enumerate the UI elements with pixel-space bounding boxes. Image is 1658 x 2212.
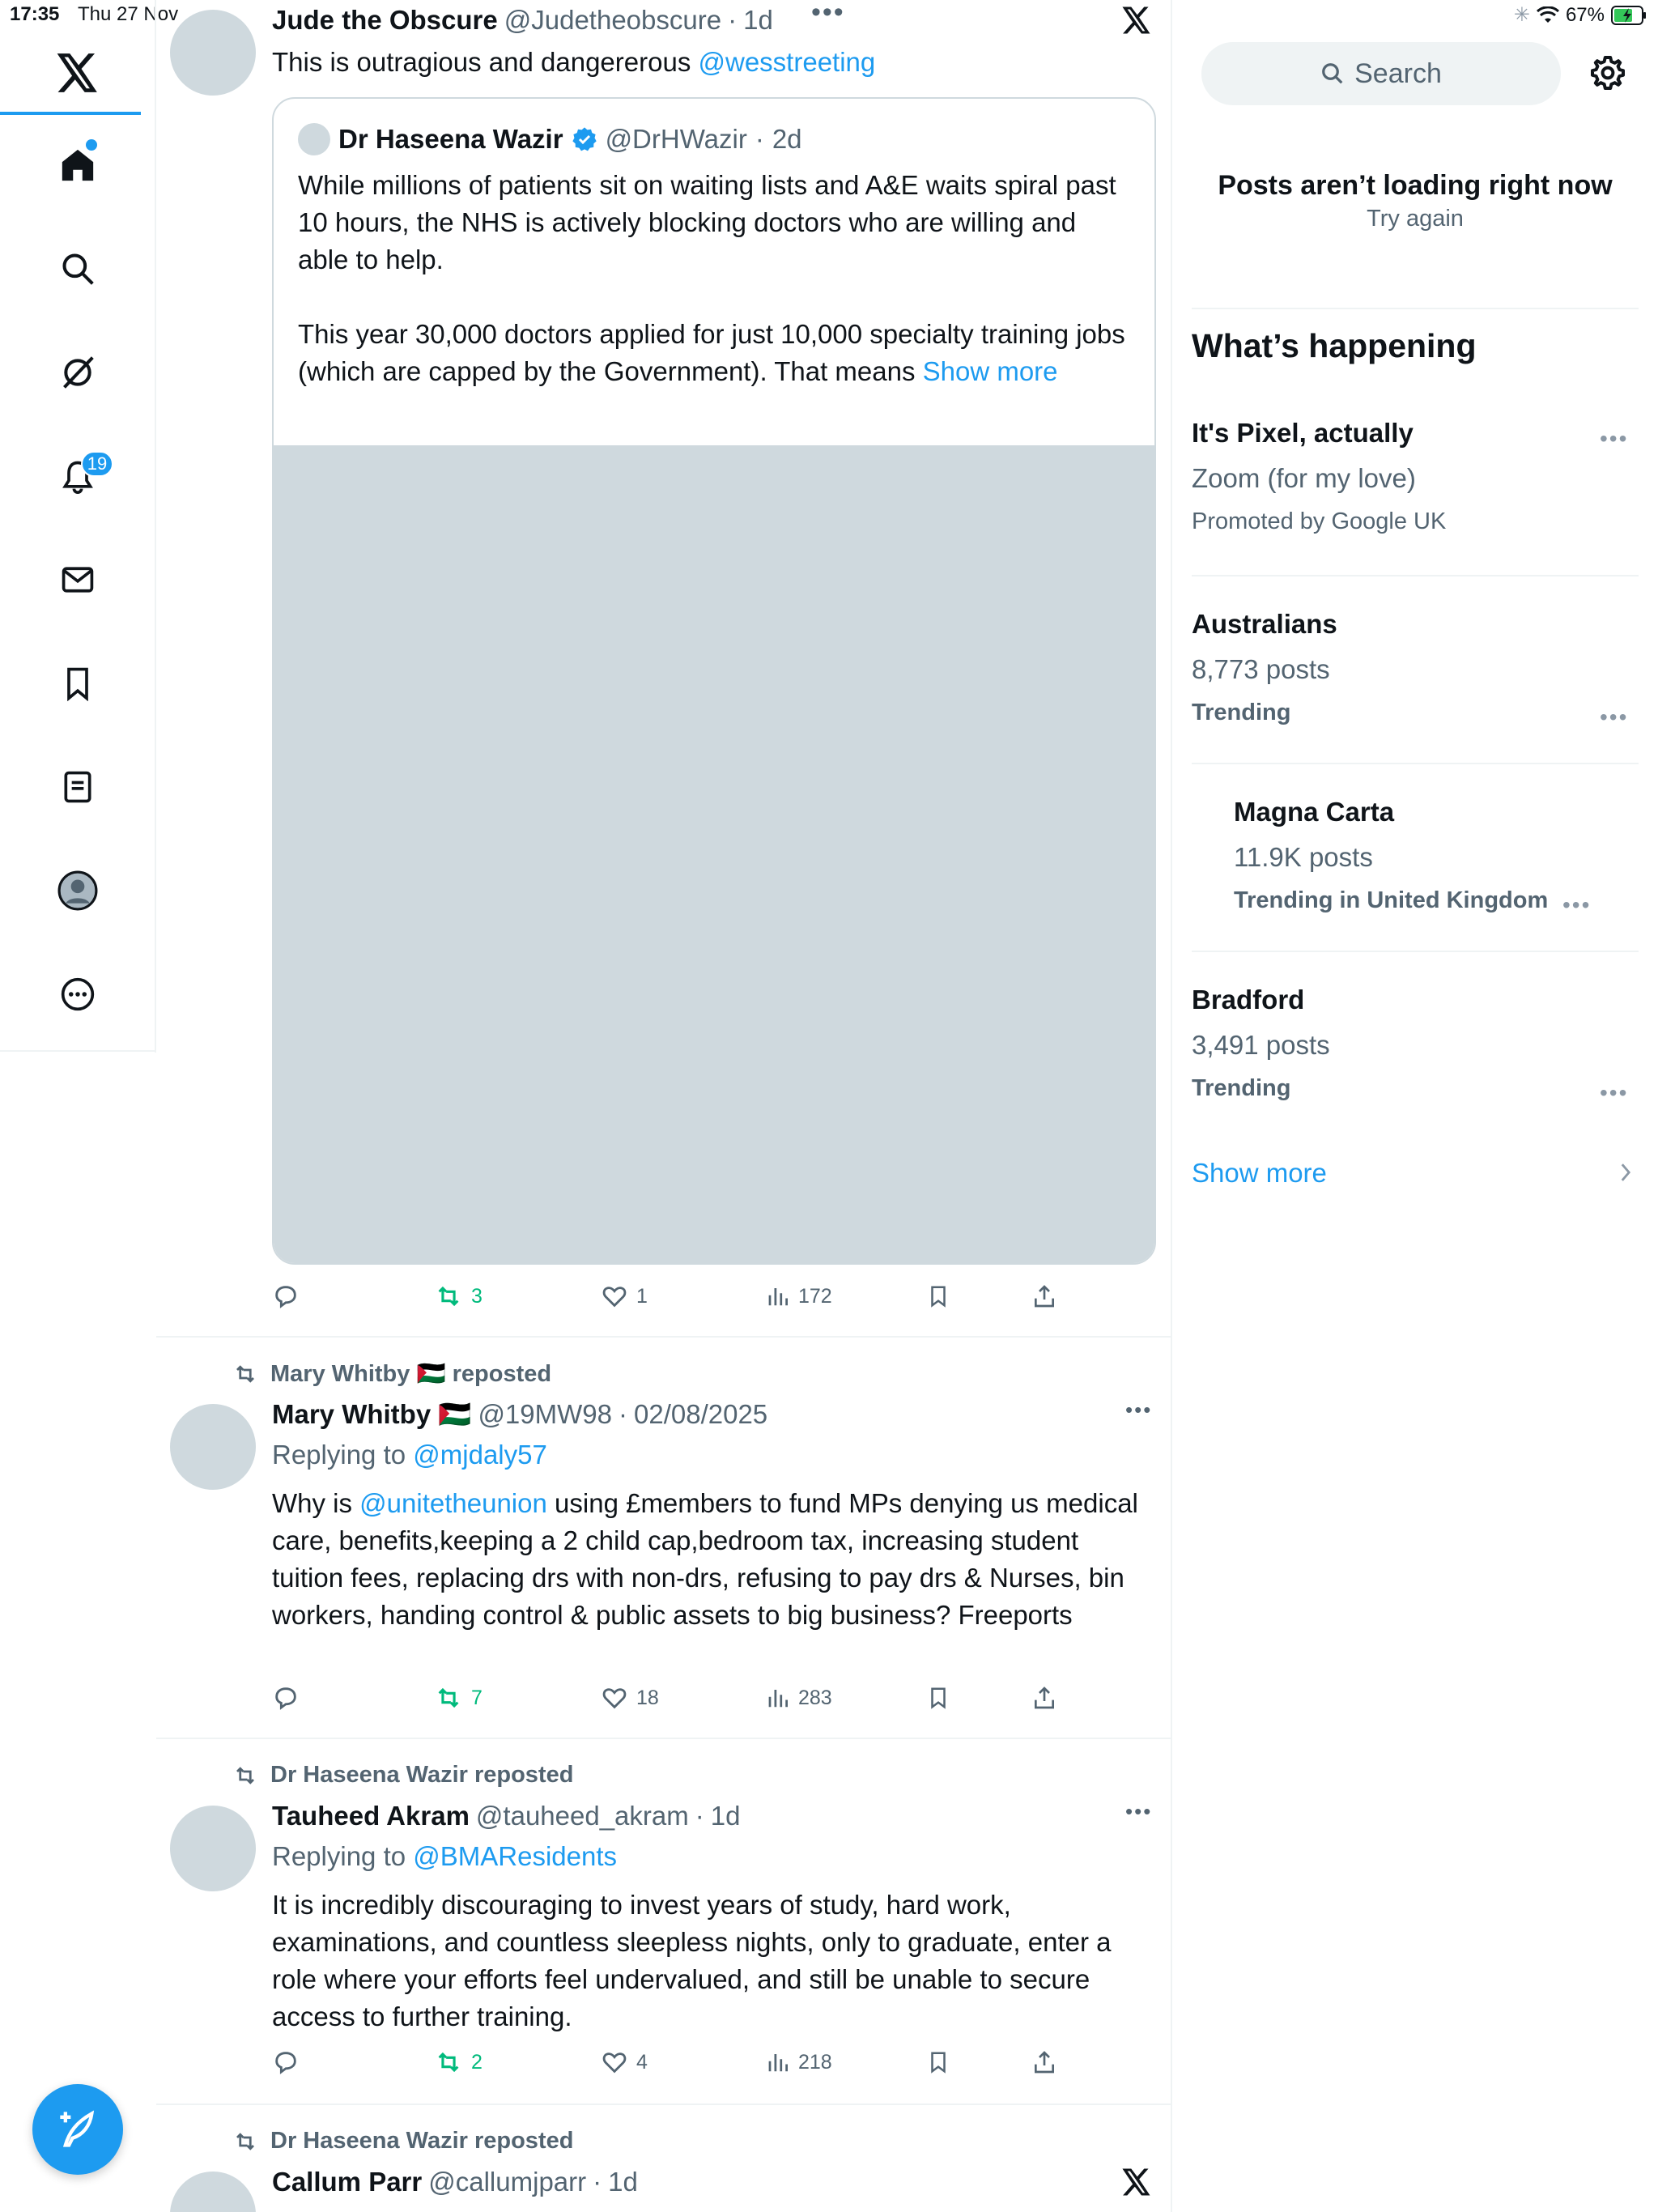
settings-gear-icon[interactable] [1588, 53, 1627, 92]
more-options-icon[interactable]: ••• [811, 0, 845, 28]
tweet-text: Why is @unitetheunion using £members to fund MPs denying us medical care, benefits,keeping a 2 child cap,bedroom tax, increasing student tuition fees, replacing drs with non-drs, refusing to pay drs & Nurses, bin workers, handing control & public assets to big business? Freeports [272, 1488, 1138, 1630]
avatar[interactable] [170, 10, 256, 96]
views-button[interactable] [766, 1283, 832, 1310]
post-time[interactable]: 1d [743, 5, 773, 35]
mention-link[interactable]: @unitetheunion [359, 1488, 547, 1518]
views-button[interactable] [766, 1684, 832, 1712]
views-count: 218 [798, 2050, 832, 2074]
avatar[interactable] [170, 1404, 256, 1490]
nav-divider [0, 1050, 156, 1052]
trend-item[interactable] [1192, 418, 1639, 535]
messages-icon[interactable] [52, 554, 104, 606]
views-icon [766, 2048, 790, 2076]
repost-count: 3 [471, 1284, 483, 1308]
x-logo-icon [1122, 6, 1151, 34]
trend-title: Magna Carta [1234, 797, 1395, 827]
share-icon [1031, 1283, 1057, 1310]
share-button[interactable] [1031, 1283, 1057, 1310]
quoted-post[interactable] [272, 97, 1156, 1265]
trend-title: Australians [1192, 609, 1337, 639]
feed-right-border [1171, 0, 1172, 2212]
quote-avatar [298, 123, 330, 155]
trend-meta: Trending in United Kingdom [1234, 887, 1549, 913]
trend-count: 3,491 posts [1192, 1030, 1330, 1060]
like-button[interactable] [601, 1283, 648, 1310]
heart-icon [601, 2048, 628, 2076]
repost-count: 2 [471, 2050, 483, 2074]
author-handle[interactable]: @callumjparr [428, 2167, 587, 2197]
bookmarks-icon[interactable] [52, 657, 104, 709]
share-icon [1031, 1684, 1057, 1712]
tweet-actions [272, 1283, 1065, 1315]
compose-post-button[interactable] [32, 2084, 123, 2175]
more-options-icon[interactable]: ••• [1125, 1397, 1153, 1422]
tweet-header: Jude the Obscure @Judetheobscure · 1d [272, 5, 773, 35]
repost-icon [434, 1684, 463, 1712]
tweet-actions [272, 2048, 1065, 2081]
replying-to: Replying to @mjdaly57 [272, 1440, 547, 1470]
battery-percent: 67% [1565, 3, 1605, 26]
section-divider [1192, 308, 1639, 309]
mention-link[interactable]: @wesstreeting [698, 47, 876, 77]
lists-icon[interactable] [52, 761, 104, 813]
trend-more-icon[interactable]: ••• [1600, 1080, 1629, 1105]
post-time[interactable]: 1d [710, 1801, 741, 1831]
bookmark-icon [926, 1684, 950, 1712]
battery-icon [1611, 6, 1647, 25]
search-placeholder: Search [1354, 57, 1442, 89]
repost-icon [434, 2048, 463, 2076]
bookmark-icon [926, 2048, 950, 2076]
activity-icon: ✳ [1513, 4, 1530, 26]
x-logo-icon[interactable] [52, 47, 104, 99]
like-button[interactable] [601, 2048, 648, 2076]
post-divider [156, 1738, 1171, 1739]
section-divider [1192, 951, 1639, 952]
trend-title: Bradford [1192, 985, 1305, 1015]
repost-icon [232, 1362, 259, 1386]
tweet-text: It is incredibly discouraging to invest years of study, hard work, examinations, and countless sleepless nights, only to graduate, enter a role where your efforts feel undervalued, and still be unable to secure access to further training. [272, 1890, 1112, 2031]
author-name[interactable]: Mary Whitby 🇵🇸 [272, 1399, 472, 1429]
bookmark-button[interactable] [926, 1283, 950, 1310]
author-name[interactable]: Callum Parr [272, 2167, 423, 2197]
search-icon [1320, 62, 1345, 86]
tweet-actions [272, 1684, 1065, 1716]
trend-subtitle: Zoom (for my love) [1192, 463, 1416, 493]
heart-icon [601, 1684, 628, 1712]
share-button[interactable] [1031, 2048, 1057, 2076]
try-again-link[interactable]: Try again [1367, 206, 1464, 232]
author-handle[interactable]: @tauheed_akram [475, 1801, 689, 1831]
home-unread-dot [86, 139, 97, 151]
tweet-header: Tauheed Akram @tauheed_akram · 1d [272, 1801, 741, 1831]
show-more-link[interactable]: Show more [922, 356, 1058, 386]
share-icon [1031, 2048, 1057, 2076]
trend-item[interactable] [1192, 985, 1639, 1102]
post-divider [156, 2104, 1171, 2105]
quote-paragraph-2: This year 30,000 doctors applied for just 10,000 specialty training jobs (which are capped by the Government). That means Show more [298, 319, 1125, 386]
trend-item[interactable] [1192, 609, 1639, 726]
compose-feather-icon [57, 2108, 99, 2150]
trend-count: 11.9K posts [1234, 842, 1373, 872]
reply-target-link[interactable]: @mjdaly57 [413, 1440, 547, 1470]
trend-more-icon[interactable]: ••• [1562, 892, 1592, 917]
bookmark-icon [926, 1283, 950, 1310]
like-button[interactable] [601, 1684, 659, 1712]
reposted-by-text[interactable]: Dr Haseena Wazir reposted [270, 1762, 574, 1788]
repost-icon [232, 2129, 259, 2154]
heart-icon [601, 1283, 628, 1310]
repost-icon [434, 1283, 463, 1310]
reposted-by-line [232, 1360, 551, 1388]
whats-happening-title: What’s happening [1192, 327, 1477, 364]
reposted-by-line [232, 2128, 573, 2155]
more-options-icon[interactable]: ••• [1125, 1799, 1153, 1823]
views-count: 172 [798, 1284, 832, 1308]
quote-media-placeholder[interactable] [274, 445, 1154, 1265]
wifi-icon [1537, 6, 1559, 24]
bookmark-button[interactable] [926, 1684, 950, 1712]
notifications-badge: 19 [81, 451, 113, 477]
section-divider [1192, 763, 1639, 764]
views-icon [766, 1684, 790, 1712]
post-time[interactable]: 1d [608, 2167, 638, 2197]
home-active-indicator [0, 112, 141, 115]
trend-more-icon[interactable]: ••• [1600, 704, 1629, 730]
views-button[interactable] [766, 2048, 832, 2076]
repost-button[interactable] [434, 2048, 483, 2076]
reply-icon [272, 1684, 300, 1712]
chevron-right-icon[interactable] [1618, 1161, 1634, 1184]
profile-icon[interactable] [52, 865, 104, 917]
status-time: 17:35 [10, 3, 60, 25]
replying-to: Replying to @BMAResidents [272, 1841, 618, 1871]
reposted-by-text[interactable]: Mary Whitby 🇵🇸 reposted [270, 1361, 552, 1387]
quote-header: Dr Haseena Wazir @DrHWazir · 2d [298, 123, 802, 155]
reply-icon [272, 2048, 300, 2076]
status-indicators [1514, 3, 1647, 27]
post-time[interactable]: 02/08/2025 [634, 1399, 768, 1429]
repost-count: 7 [471, 1686, 483, 1709]
share-button[interactable] [1031, 1684, 1057, 1712]
quote-time: 2d [772, 124, 802, 154]
x-logo-icon [1122, 2168, 1151, 2196]
reply-icon [272, 1283, 300, 1310]
reply-target-link[interactable]: @BMAResidents [413, 1841, 618, 1871]
post-divider [156, 1336, 1171, 1338]
tweet-text: This is outragious and dangererous @wesstreeting [272, 47, 876, 77]
trend-meta: Promoted by Google UK [1192, 508, 1447, 534]
author-name[interactable]: Jude the Obscure [272, 5, 498, 35]
tweet-header: Callum Parr @callumjparr · 1d [272, 2167, 638, 2197]
repost-button[interactable] [434, 1684, 483, 1712]
trend-meta: Trending [1192, 700, 1291, 725]
trend-meta: Trending [1192, 1075, 1291, 1101]
repost-button[interactable] [434, 1283, 483, 1310]
tweet-header: Mary Whitby 🇵🇸 @19MW98 · 02/08/2025 [272, 1399, 768, 1429]
trend-more-icon[interactable]: ••• [1600, 426, 1629, 451]
more-icon[interactable] [52, 968, 104, 1020]
quote-author-handle: @DrHWazir [605, 124, 747, 154]
like-count: 18 [636, 1686, 659, 1709]
reposted-by-text[interactable]: Dr Haseena Wazir reposted [270, 2128, 574, 2154]
trend-count: 8,773 posts [1192, 654, 1330, 684]
repost-icon [232, 1763, 259, 1788]
posts-error-title: Posts aren’t loading right now [1218, 170, 1613, 201]
search-icon[interactable] [52, 243, 104, 295]
bookmark-button[interactable] [926, 2048, 950, 2076]
avatar[interactable] [170, 2172, 256, 2212]
like-count: 1 [636, 1284, 648, 1308]
trend-title: It's Pixel, actually [1192, 418, 1414, 448]
avatar[interactable] [170, 1806, 256, 1891]
author-handle[interactable]: @19MW98 [478, 1399, 612, 1429]
status-date: Thu 27 Nov [78, 3, 179, 25]
section-divider [1192, 575, 1639, 576]
search-input[interactable] [1201, 42, 1561, 105]
reply-button[interactable] [272, 1684, 300, 1712]
show-more-link[interactable]: Show more [1192, 1158, 1327, 1188]
like-count: 4 [636, 2050, 648, 2074]
verified-badge-icon [572, 126, 597, 152]
quote-paragraph-1: While millions of patients sit on waiting lists and A&E waits spiral past 10 hours, the NHS is actively blocking doctors who are willing and able to help. [298, 170, 1116, 274]
author-name[interactable]: Tauheed Akram [272, 1801, 470, 1831]
reply-button[interactable] [272, 2048, 300, 2076]
grok-icon[interactable] [52, 347, 104, 398]
author-handle[interactable]: @Judetheobscure [504, 5, 722, 35]
views-count: 283 [798, 1686, 832, 1709]
reposted-by-line [232, 1762, 573, 1789]
quote-author-name: Dr Haseena Wazir [338, 124, 563, 154]
reply-button[interactable] [272, 1283, 300, 1310]
views-icon [766, 1283, 790, 1310]
